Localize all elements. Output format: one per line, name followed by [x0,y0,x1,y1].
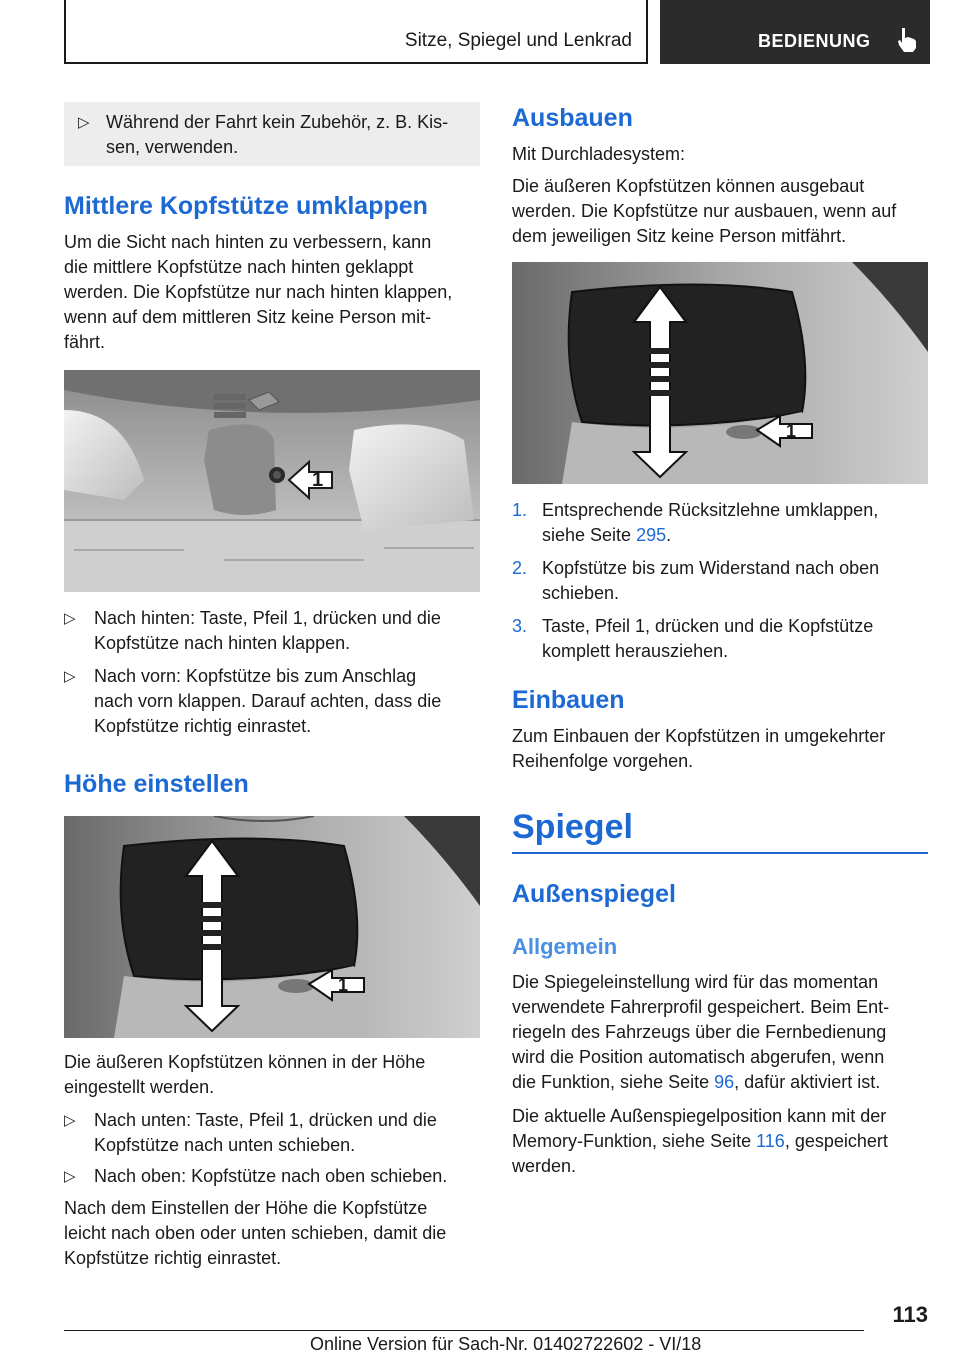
text-line: werden. Die Kopfstütze nur ausbauen, wenn auf [512,201,897,221]
text-line: Nach hinten: Taste, Pfeil 1, drücken und die [94,608,441,628]
heading-rule [512,852,928,854]
triangle-bullet-icon: ▷ [64,610,76,627]
paragraph-height-end [64,1196,480,1271]
text-line: wenn auf dem mittleren Sitz keine Person mit- [64,307,432,327]
heading-middle-headrest: Mittlere Kopfstütze umklappen [64,192,428,220]
step-item-2 [512,556,928,606]
text-line: Die aktuelle Außenspiegelposition kann mit der [512,1106,887,1126]
text-span: . [666,525,672,545]
heading-remove: Ausbauen [512,104,633,132]
header-chapter-box [660,0,930,64]
text-line: Nach unten: Taste, Pfeil 1, drücken und die [94,1110,437,1130]
text-span: , gespeichert [784,1131,888,1151]
text-line: Reihenfolge vorgehen. [512,751,694,771]
step-item-1 [512,498,928,548]
page-link[interactable]: 295 [636,525,667,545]
heading-general: Allgemein [512,934,618,959]
text-line: Kopfstütze nach hinten klappen. [94,633,351,653]
text-line: Entsprechende Rücksitzlehne umklappen, [542,500,879,520]
text-line: werden. [512,1156,577,1176]
text-line: Taste, Pfeil 1, drücken und die Kopfstütze [542,616,874,636]
paragraph-install [512,724,928,774]
text-line: Nach oben: Kopfstütze nach oben schieben. [94,1166,448,1186]
note-item [78,110,468,160]
step-number: 3. [512,616,528,636]
figure-middle-headrest [64,370,480,592]
text-line: schieben. [542,583,620,603]
step-number: 2. [512,558,528,578]
footer-version-text: Online Version für Sach-Nr. 01402722602 - VI/18 [310,1334,702,1354]
note-text: Während der Fahrt kein Zubehör, z. B. Kis-sen, verwenden. [106,112,449,157]
text-line: Zum Einbauen der Kopfstützen in umgekehrter [512,726,886,746]
paragraph-remove-body [512,174,928,249]
paragraph-general-1 [512,970,928,1095]
header-section-title: Sitze, Spiegel und Lenkrad [404,30,632,51]
triangle-bullet-icon: ▷ [64,1112,76,1129]
paragraph-height-intro [64,1050,480,1100]
triangle-bullet-icon: ▷ [64,1168,76,1185]
text-line: Kopfstütze nach unten schieben. [94,1135,356,1155]
page-link[interactable]: 116 [756,1131,785,1151]
figure-callout-label: 1 [786,421,797,441]
text-line: Nach dem Einstellen der Höhe die Kopfstütze [64,1198,428,1218]
figure-callout-label: 1 [338,975,349,995]
step-item-3 [512,614,928,664]
bullet-item-front [64,664,480,739]
heading-outer-mirror: Außenspiegel [512,880,676,908]
pointing-hand-icon [894,26,920,54]
paragraph-middle-headrest [64,230,480,355]
text-line [512,1070,928,1095]
bullet-item-back [64,606,480,656]
text-line: Die äußeren Kopfstützen können ausgebaut [512,176,865,196]
triangle-bullet-icon: ▷ [78,114,90,131]
figure-callout-label: 1 [312,469,324,491]
footer-rule [64,1330,864,1331]
heading-height-adjust: Höhe einstellen [64,770,249,798]
page-number: 113 [892,1302,928,1327]
text-line: fährt. [64,332,106,352]
paragraph-general-2 [512,1104,928,1179]
text-line [542,523,928,548]
text-line [512,1129,928,1154]
paragraph-remove-intro: Mit Durchladesystem: [512,144,686,164]
text-span: die Funktion, siehe Seite [512,1072,715,1092]
text-line: wird die Position automatisch abgerufen, wenn [512,1047,885,1067]
text-line: Um die Sicht nach hinten zu verbessern, kann [64,232,432,252]
text-line: Kopfstütze richtig einrastet. [94,716,312,736]
text-line: Kopfstütze richtig einrastet. [64,1248,282,1268]
heading-install: Einbauen [512,686,625,714]
text-line: Kopfstütze bis zum Widerstand nach oben [542,558,880,578]
text-span: Memory-Funktion, siehe Seite [512,1131,757,1151]
bullet-item-up [64,1164,480,1189]
text-line: nach vorn klappen. Darauf achten, dass die [94,691,442,711]
text-line: die mittlere Kopfstütze nach hinten geklappt [64,257,414,277]
text-line: Die Spiegeleinstellung wird für das momentan [512,972,879,992]
header-chapter-title: BEDIENUNG [758,31,871,51]
text-span: , dafür aktiviert ist. [734,1072,881,1092]
text-line: leicht nach oben oder unten schieben, damit die [64,1223,447,1243]
heading-mirror: Spiegel [512,808,633,846]
text-line: eingestellt werden. [64,1077,215,1097]
header-section-box [64,0,648,64]
bullet-item-down [64,1108,480,1158]
text-line: Nach vorn: Kopfstütze bis zum Anschlag [94,666,417,686]
note-box [64,102,480,166]
text-line: werden. Die Kopfstütze nur nach hinten klappen, [64,282,453,302]
text-line: verwendete Fahrerprofil gespeichert. Beim Ent- [512,997,890,1017]
text-line: riegeln des Fahrzeugs über die Fernbedienung [512,1022,887,1042]
text-line: Die äußeren Kopfstützen können in der Höhe [64,1052,426,1072]
figure-height-adjust [64,816,480,1038]
text-line: dem jeweiligen Sitz keine Person mitfährt. [512,226,847,246]
text-span: siehe Seite [542,525,637,545]
step-number: 1. [512,500,528,520]
text-line: komplett herausziehen. [542,641,729,661]
page-link[interactable]: 96 [714,1072,735,1092]
triangle-bullet-icon: ▷ [64,668,76,685]
figure-remove-headrest [512,262,928,484]
